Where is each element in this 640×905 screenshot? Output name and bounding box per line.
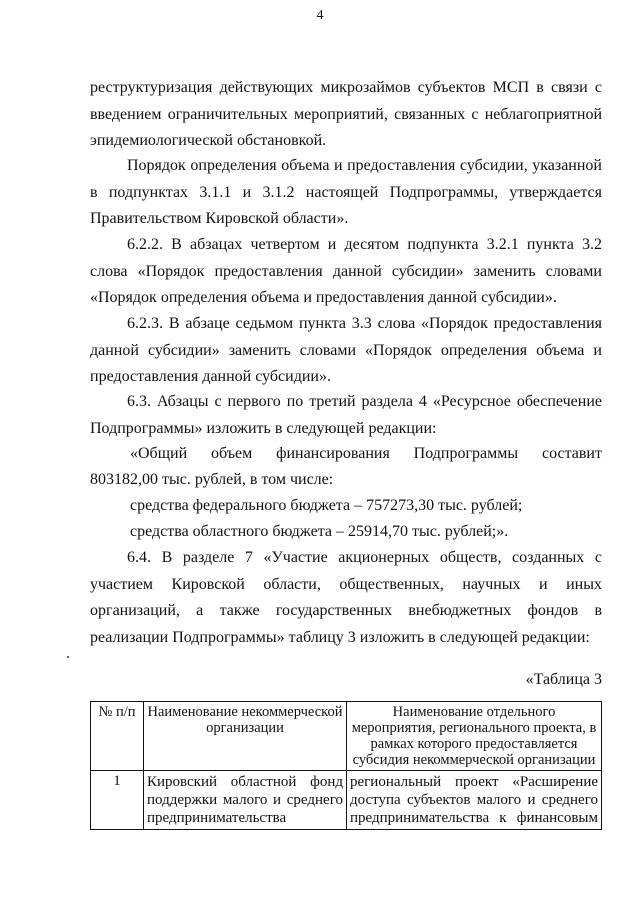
row-organization: Кировский областной фонд поддержки малого и среднего предпринимательства xyxy=(144,771,347,830)
page-number: 4 xyxy=(316,8,324,23)
funding-word: финансирования xyxy=(276,445,390,462)
funding-word: составит xyxy=(541,445,602,462)
paragraph-restructuring: реструктуризация действующих микрозаймов субъектов МСП в связи с введением ограничительных мероприятий, связанных с неблагоприятной эпидемиологической обстановкой. xyxy=(90,79,602,149)
paragraph-funding-line2: 803182,00 тыс. рублей, в том числе: xyxy=(90,471,334,488)
paragraph-funding-line1 xyxy=(130,441,602,468)
table-header-row xyxy=(91,702,602,771)
funding-word: «Общий xyxy=(130,445,188,462)
paragraph-federal-budget: средства федерального бюджета – 757273,30 тыс. рублей; xyxy=(130,497,523,514)
funding-word: объем xyxy=(210,445,253,462)
table-row xyxy=(91,771,602,830)
paragraph-subsidy-procedure: Порядок определения объема и предоставления субсидии, указанной в подпунктах 3.1.1 и 3.1.2 настоящей Подпрограммы, утверждается Правительством Кировской области». xyxy=(90,157,602,227)
row-event: региональный проект «Расширение доступа субъектов малого и среднего предпринимательства к финансовым xyxy=(347,771,602,830)
paragraph-6-4: 6.4. В разделе 7 «Участие акционерных обществ, созданных с участием Кировской области, общественных, научных и иных организаций, а также государственных внебюджетных фондов в реализации Подпрограммы» таблицу 3 изложить в следующей редакции: xyxy=(90,549,602,646)
table-caption: «Таблица 3 xyxy=(525,671,602,688)
paragraph-6-2-3: 6.2.3. В абзаце седьмом пункта 3.3 слова «Порядок предоставления данной субсидии» заменить словами «Порядок определения объема и предоставления данной субсидии». xyxy=(90,315,602,385)
paragraph-6-2-2: 6.2.2. В абзацах четвертом и десятом подпункта 3.2.1 пункта 3.2 слова «Порядок предоставления данной субсидии» заменить словами «Порядок определения объема и предоставления данной субсидии». xyxy=(90,236,602,306)
funding-word: Подпрограммы xyxy=(413,445,519,462)
row-number: 1 xyxy=(91,771,144,830)
header-number: № п/п xyxy=(91,702,144,771)
header-organization: Наименование некоммерческой организации xyxy=(144,702,347,771)
header-event: Наименование отдельного мероприятия, регионального проекта, в рамках которого предоставляется субсидия некоммерческой организации xyxy=(347,702,602,771)
subsidy-table xyxy=(90,701,602,830)
paragraph-regional-budget: средства областного бюджета – 25914,70 тыс. рублей;». xyxy=(130,523,509,540)
scan-speck xyxy=(67,656,69,658)
paragraph-6-3: 6.3. Абзацы с первого по третий раздела 4 «Ресурсное обеспечение Подпрограммы» изложить в следующей редакции: xyxy=(90,393,602,437)
